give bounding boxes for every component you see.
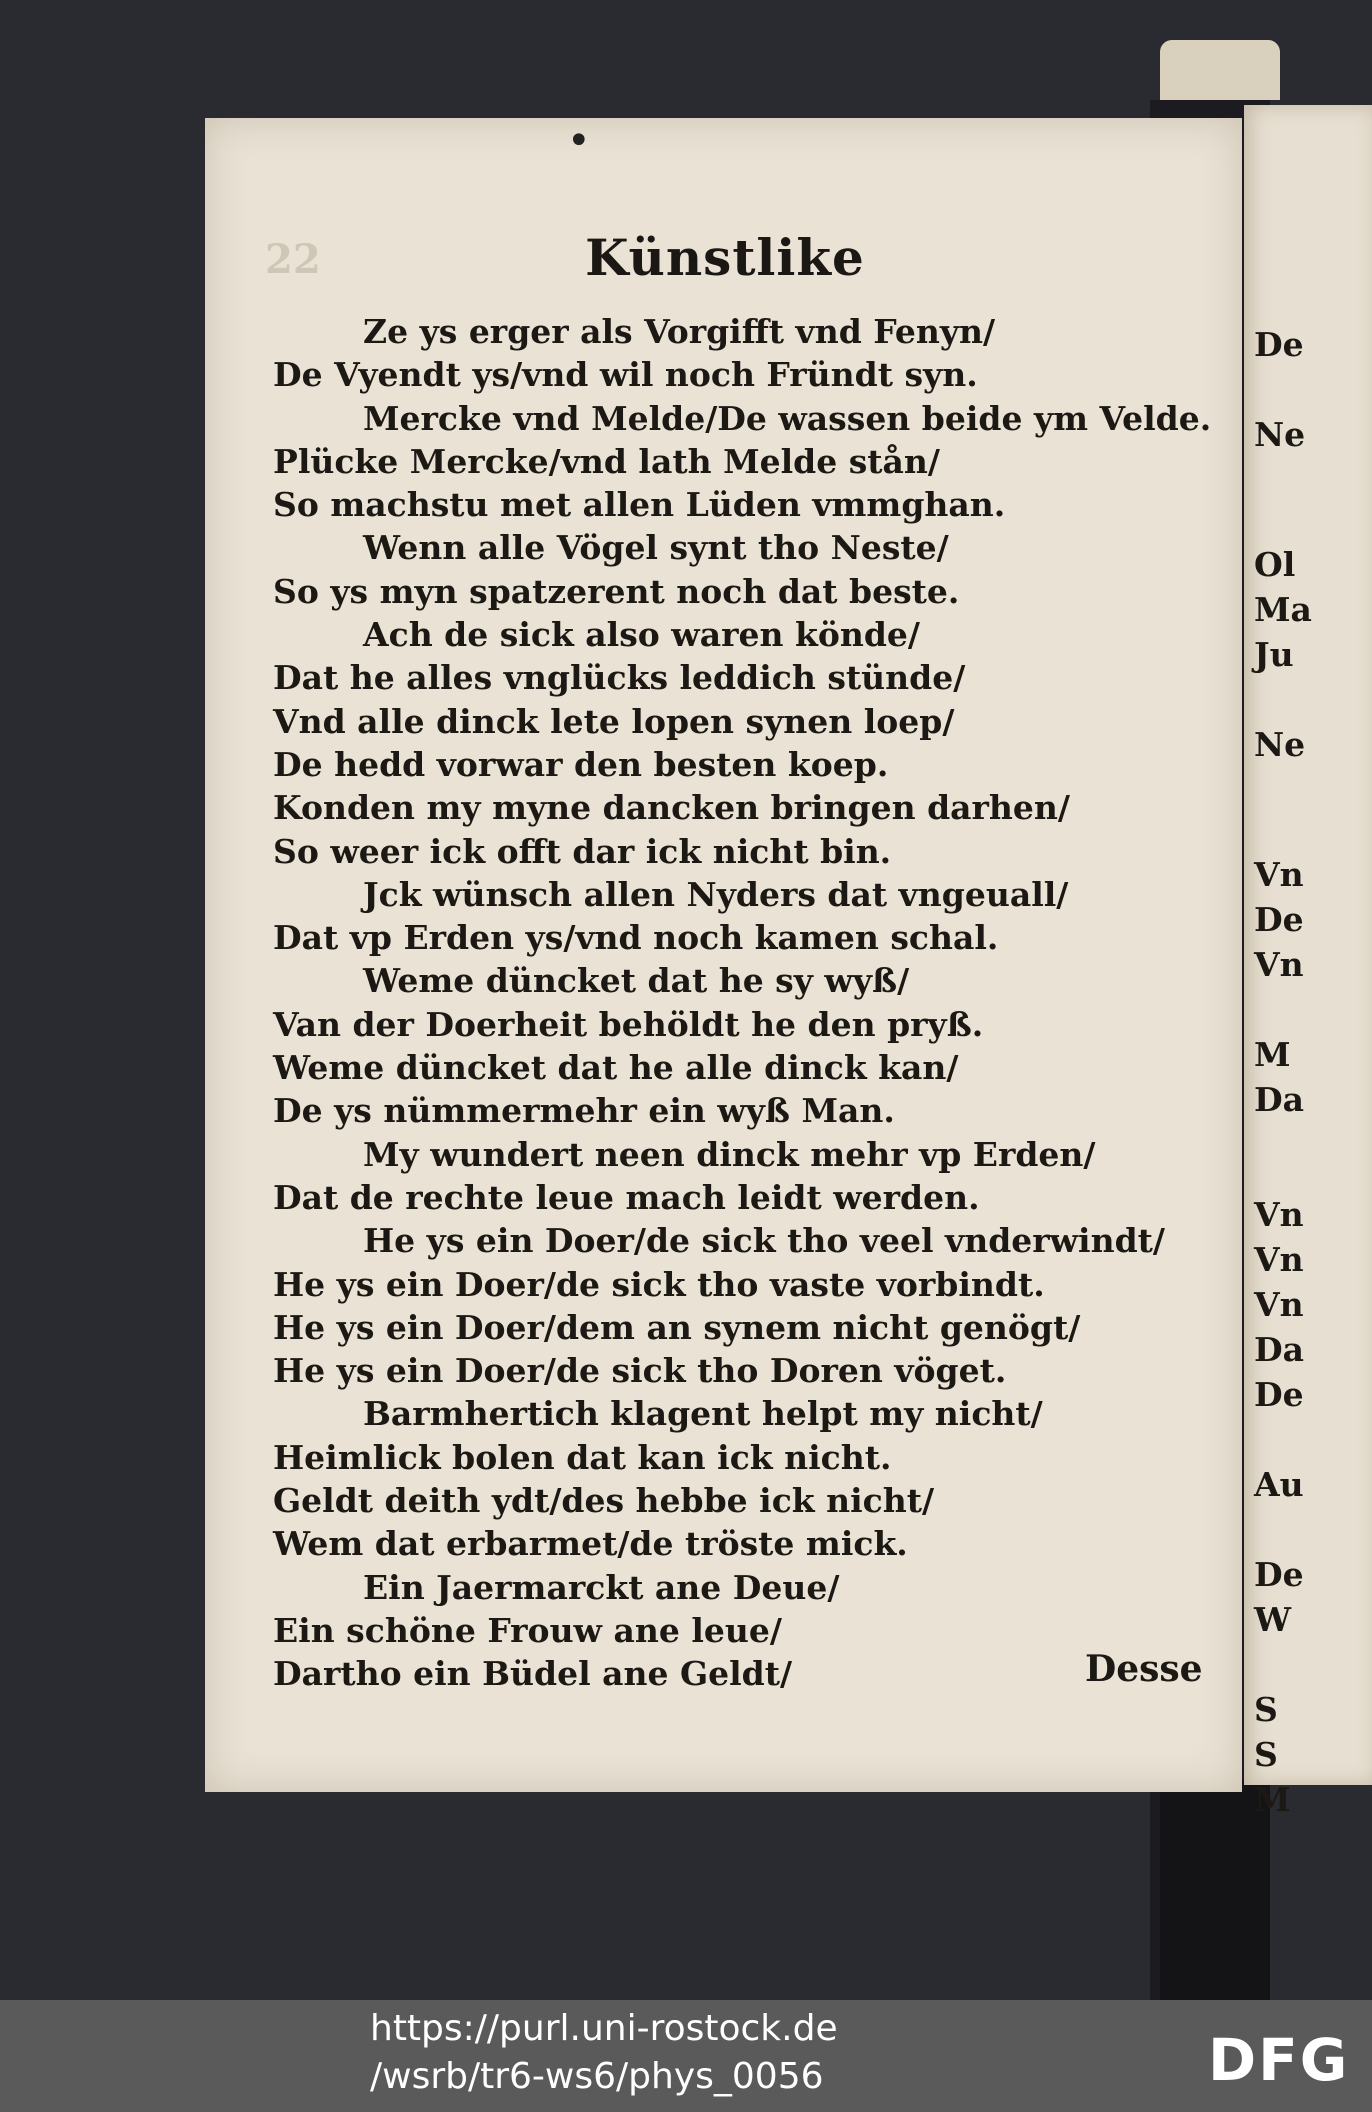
verse-line: So machstu met allen Lüden vmmghan. [273, 485, 1006, 525]
verse-line: Ein Jaermarckt ane Deue/ [363, 1567, 840, 1607]
dfg-logo: DFG [1208, 2026, 1350, 2094]
page-number: 22 [265, 236, 321, 283]
right-page-fragment: De [1254, 1375, 1304, 1414]
right-page-fragment: Da [1254, 1080, 1304, 1119]
right-page-fragment: Ol [1254, 545, 1296, 584]
verse-line: He ys ein Doer/dem an synem nicht genögt/ [273, 1307, 1081, 1347]
verse-line: Weme düncket dat he alle dinck kan/ [273, 1048, 959, 1088]
right-page-fragment: Vn [1254, 945, 1304, 984]
right-page-fragment: Ma [1254, 590, 1312, 629]
verse-line: Dat de rechte leue mach leidt werden. [273, 1177, 980, 1217]
verse-line: Dat he alles vnglücks leddich stünde/ [273, 658, 966, 698]
right-page-fragment: Au [1254, 1465, 1304, 1504]
verse-line: Konden my myne dancken bringen darhen/ [273, 788, 1070, 828]
verse-line: Ze ys erger als Vorgifft vnd Fenyn/ [363, 312, 996, 351]
ornament-mark: • [567, 118, 591, 164]
right-page-fragment: Vn [1254, 855, 1304, 894]
right-page-fragment: Ju [1254, 635, 1294, 674]
running-head: Künstlike [585, 228, 865, 287]
permalink-line-1[interactable]: https://purl.uni-rostock.de [370, 2008, 838, 2049]
right-page-edge [1244, 105, 1372, 1819]
right-page-fragment: De [1254, 900, 1304, 939]
verse-line: Ach de sick also waren könde/ [363, 615, 920, 655]
right-page-fragment: S [1254, 1690, 1278, 1729]
right-page-fragment: Vn [1254, 1240, 1304, 1279]
verse-line: De hedd vorwar den besten koep. [273, 744, 889, 784]
right-page-fragment: De [1254, 1555, 1304, 1594]
right-page-fragment: M [1254, 1780, 1291, 1819]
verse-line: So ys myn spatzerent noch dat beste. [273, 571, 960, 611]
right-page-fragment: Ne [1254, 415, 1306, 454]
verse-line: De ys nümmermehr ein wyß Man. [273, 1091, 895, 1131]
left-page [205, 118, 1242, 1792]
verse-line: Mercke vnd Melde/De wassen beide ym Velde. [363, 398, 1212, 438]
right-page-fragment: S [1254, 1735, 1278, 1774]
verse-line: Van der Doerheit behöldt he den pryß. [273, 1004, 984, 1044]
verse-line: So weer ick offt dar ick nicht bin. [273, 831, 892, 871]
verse-line: Vnd alle dinck lete lopen synen loep/ [273, 701, 955, 741]
verse-line: Wenn alle Vögel synt tho Neste/ [363, 528, 949, 568]
right-page-fragment: Da [1254, 1330, 1304, 1369]
verse-line: Heimlick bolen dat kan ick nicht. [273, 1437, 892, 1477]
verse-line: Jck wünsch allen Nyders dat vngeuall/ [363, 874, 1069, 914]
verse-line: He ys ein Doer/de sick tho Doren vöget. [273, 1351, 1007, 1391]
right-page-fragment: Vn [1254, 1285, 1304, 1324]
binding-top [1160, 40, 1280, 100]
right-page-fragment: M [1254, 1035, 1291, 1074]
verse-line: Ein schöne Frouw ane leue/ [273, 1610, 782, 1650]
right-page-fragment: Vn [1254, 1195, 1304, 1234]
viewer-footer [0, 2000, 1372, 2112]
verse-text-block [273, 310, 1233, 1696]
verse-line: Dat vp Erden ys/vnd noch kamen schal. [273, 918, 999, 958]
permalink-line-2[interactable]: /wsrb/tr6-ws6/phys_0056 [370, 2056, 824, 2097]
verse-line: De Vyendt ys/vnd wil noch Fründt syn. [273, 355, 978, 395]
verse-line: Geldt deith ydt/des hebbe ick nicht/ [273, 1481, 935, 1521]
verse-line: Wem dat erbarmet/de tröste mick. [273, 1524, 908, 1564]
catchword: Desse [1085, 1648, 1203, 1690]
verse-line: Dartho ein Büdel ane Geldt/ [273, 1654, 793, 1694]
verse-line: He ys ein Doer/de sick tho vaste vorbindt. [273, 1264, 1045, 1304]
verse-line: My wundert neen dinck mehr vp Erden/ [363, 1134, 1096, 1174]
verse-line: Plücke Mercke/vnd lath Melde stån/ [273, 441, 940, 481]
verse-line: Weme düncket dat he sy wyß/ [363, 961, 910, 1001]
verse-line: Barmhertich klagent helpt my nicht/ [363, 1394, 1043, 1434]
right-page-fragment: Ne [1254, 725, 1306, 764]
verse-line: He ys ein Doer/de sick tho veel vnderwindt/ [363, 1221, 1165, 1261]
right-page-fragment: De [1254, 325, 1304, 364]
right-page-fragment: W [1254, 1600, 1292, 1639]
